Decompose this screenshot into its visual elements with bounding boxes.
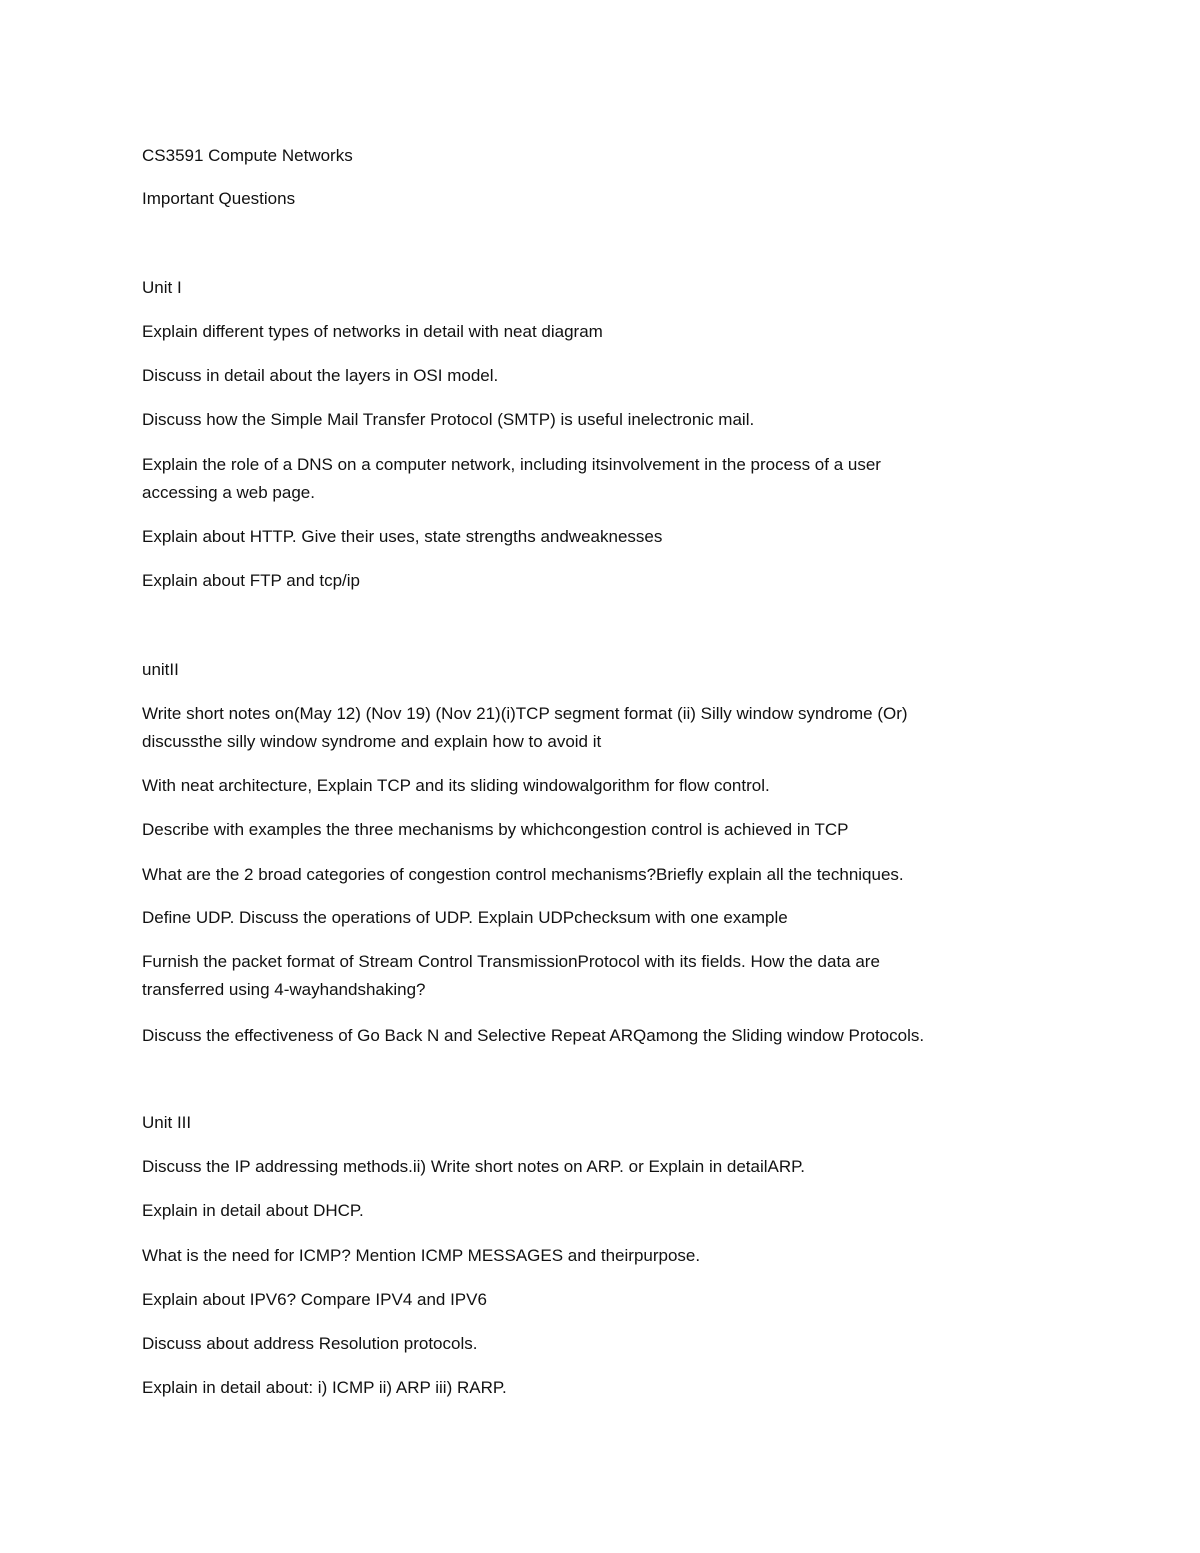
question-line: Explain the role of a DNS on a computer network, including itsinvolvement in the process of a user bbox=[142, 455, 881, 474]
unit-heading: Unit I bbox=[142, 278, 182, 297]
question-line: Explain about HTTP. Give their uses, state strengths andweaknesses bbox=[142, 527, 663, 546]
unit-heading: unitII bbox=[142, 660, 179, 679]
question-line: Discuss in detail about the layers in OSI model. bbox=[142, 366, 499, 385]
question-line: Discuss the IP addressing methods.ii) Write short notes on ARP. or Explain in detailARP. bbox=[142, 1157, 806, 1176]
question-line: Explain in detail about DHCP. bbox=[142, 1201, 364, 1220]
question-line: transferred using 4-wayhandshaking? bbox=[142, 980, 426, 999]
question-line: Discuss about address Resolution protocols. bbox=[142, 1334, 478, 1353]
question-line: Describe with examples the three mechanisms by whichcongestion control is achieved in TCP bbox=[142, 820, 849, 839]
question-line: What is the need for ICMP? Mention ICMP MESSAGES and theirpurpose. bbox=[142, 1246, 701, 1265]
question-line: Define UDP. Discuss the operations of UDP. Explain UDPchecksum with one example bbox=[142, 908, 788, 927]
question-line: discussthe silly window syndrome and explain how to avoid it bbox=[142, 732, 602, 751]
question-line: What are the 2 broad categories of congestion control mechanisms?Briefly explain all the techniques. bbox=[142, 865, 904, 884]
unit-heading: Unit III bbox=[142, 1113, 192, 1132]
document-subtitle: Important Questions bbox=[142, 189, 296, 208]
question-line: accessing a web page. bbox=[142, 483, 315, 502]
document-title: CS3591 Compute Networks bbox=[142, 146, 353, 165]
question-line: Discuss how the Simple Mail Transfer Protocol (SMTP) is useful inelectronic mail. bbox=[142, 410, 755, 429]
question-line: Explain about FTP and tcp/ip bbox=[142, 571, 360, 590]
question-line: Explain in detail about: i) ICMP ii) ARP iii) RARP. bbox=[142, 1378, 507, 1397]
question-line: Furnish the packet format of Stream Control TransmissionProtocol with its fields. How the data are bbox=[142, 952, 880, 971]
question-line: Discuss the effectiveness of Go Back N and Selective Repeat ARQamong the Sliding window Protocols. bbox=[142, 1026, 925, 1045]
question-line: Explain about IPV6? Compare IPV4 and IPV6 bbox=[142, 1290, 487, 1309]
question-line: With neat architecture, Explain TCP and its sliding windowalgorithm for flow control. bbox=[142, 776, 770, 795]
question-line: Explain different types of networks in detail with neat diagram bbox=[142, 322, 603, 341]
question-line: Write short notes on(May 12) (Nov 19) (Nov 21)(i)TCP segment format (ii) Silly window syndrome (Or) bbox=[142, 704, 908, 723]
